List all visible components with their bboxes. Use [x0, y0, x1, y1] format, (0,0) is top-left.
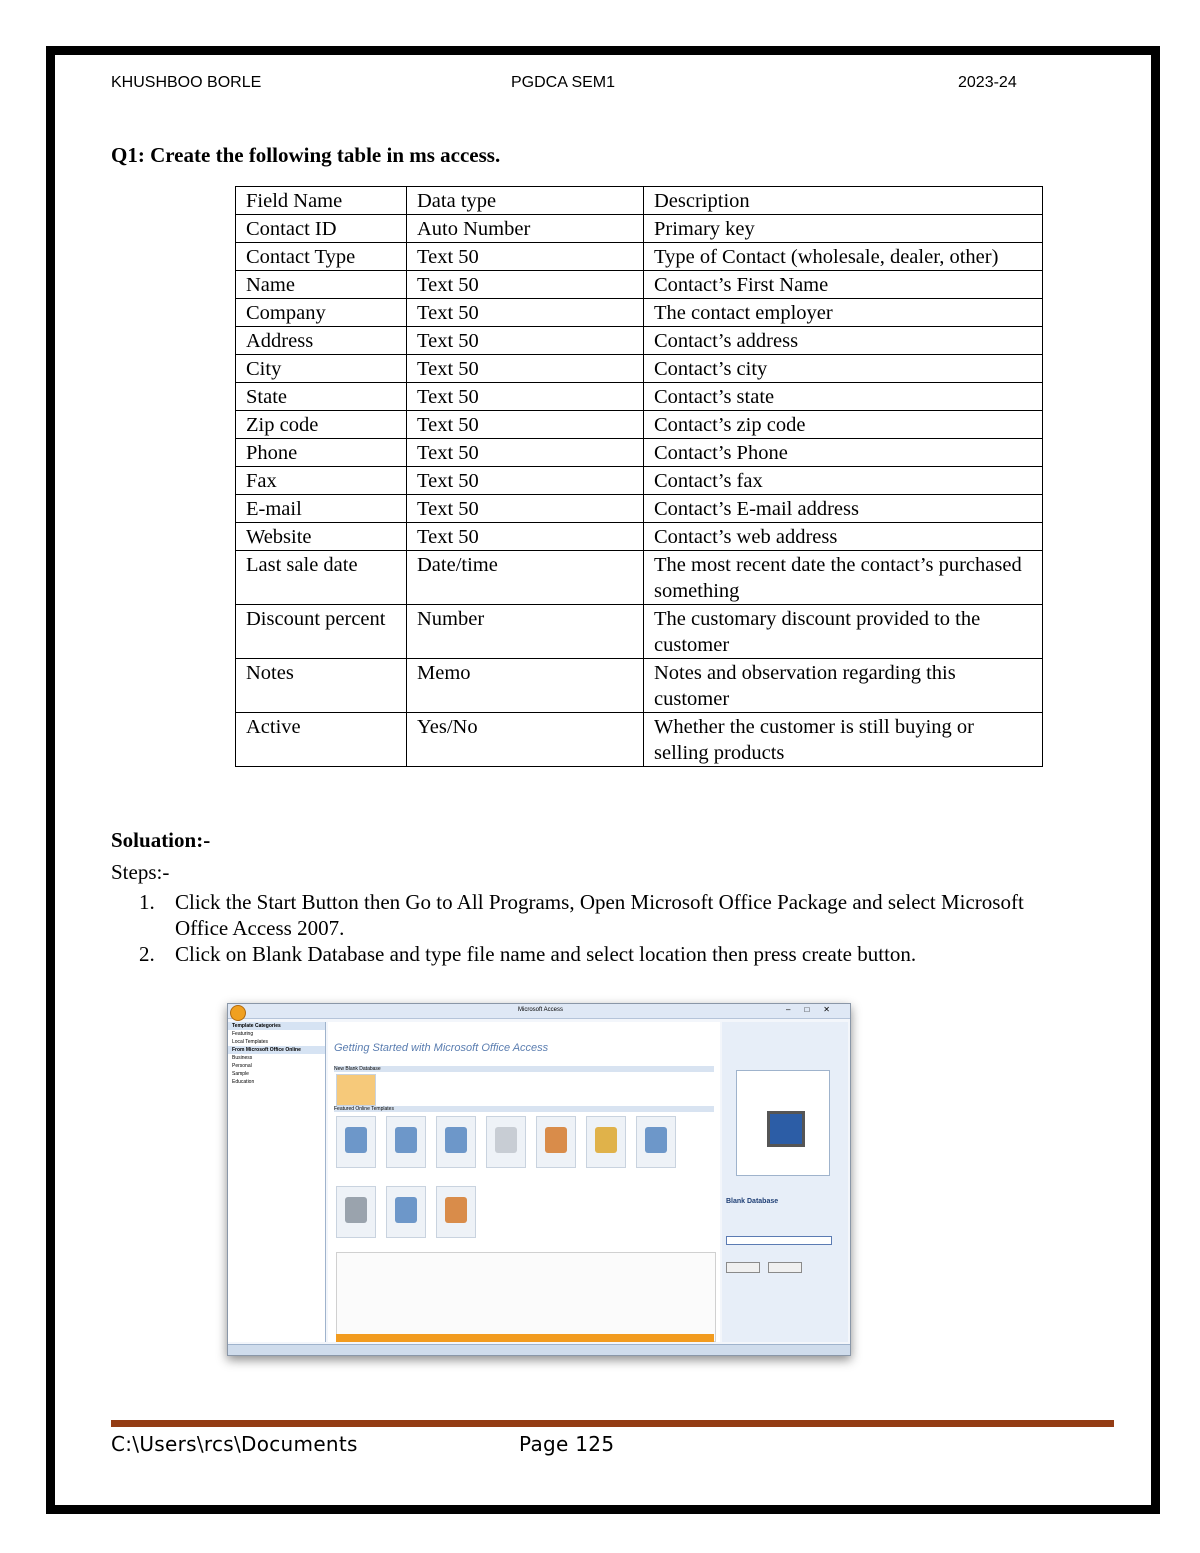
- table-cell: Contact ID: [236, 215, 407, 243]
- table-row: [236, 411, 1043, 439]
- table-cell: State: [236, 383, 407, 411]
- sidebar-item: Business: [232, 1055, 253, 1061]
- sidebar-item: From Microsoft Office Online: [228, 1046, 325, 1054]
- table-cell: Text 50: [407, 495, 644, 523]
- template-tile: [586, 1116, 626, 1168]
- table-cell: Contact’s fax: [644, 467, 1043, 495]
- table-cell: Auto Number: [407, 215, 644, 243]
- table-cell: Contact’s address: [644, 327, 1043, 355]
- question-title: Q1: Create the following table in ms access.: [111, 143, 501, 167]
- table-row: [236, 215, 1043, 243]
- table-row: [236, 659, 1043, 713]
- table-cell: The contact employer: [644, 299, 1043, 327]
- monitor-icon: [767, 1111, 805, 1147]
- table-cell: Contact’s city: [644, 355, 1043, 383]
- table-row: [236, 243, 1043, 271]
- table-cell: Contact’s Phone: [644, 439, 1043, 467]
- table-cell: Text 50: [407, 467, 644, 495]
- table-cell: Last sale date: [236, 551, 407, 605]
- table-cell: Description: [644, 187, 1043, 215]
- template-tile: [386, 1186, 426, 1238]
- table-cell: Text 50: [407, 523, 644, 551]
- table-cell: Text 50: [407, 383, 644, 411]
- table-row: [236, 523, 1043, 551]
- table-cell: Type of Contact (wholesale, dealer, other): [644, 243, 1043, 271]
- marketing-icon: [545, 1127, 567, 1153]
- footer-rule: [111, 1420, 1114, 1427]
- table-cell: Contact Type: [236, 243, 407, 271]
- template-tile: [336, 1116, 376, 1168]
- table-cell: Contact’s web address: [644, 523, 1043, 551]
- table-row: [236, 495, 1043, 523]
- table-row: [236, 551, 1043, 605]
- header-author: KHUSHBOO BORLE: [111, 74, 262, 91]
- faculty-icon: [395, 1197, 417, 1223]
- table-cell: Data type: [407, 187, 644, 215]
- table-cell: Yes/No: [407, 713, 644, 767]
- step-number: 1.: [139, 890, 155, 914]
- table-cell: Text 50: [407, 439, 644, 467]
- header-course: PGDCA SEM1: [511, 74, 616, 91]
- office-button-icon: [230, 1005, 246, 1021]
- step-text: Click on Blank Database and type file name and select location then press create button.: [175, 942, 917, 966]
- issues-icon: [445, 1127, 467, 1153]
- projects-icon: [595, 1127, 617, 1153]
- table-cell: Text 50: [407, 411, 644, 439]
- fields-table: [235, 186, 1043, 767]
- students-icon: [445, 1197, 467, 1223]
- table-cell: Website: [236, 523, 407, 551]
- events-icon: [495, 1127, 517, 1153]
- template-tile: [386, 1116, 426, 1168]
- table-cell: The most recent date the contact’s purchased something: [644, 551, 1043, 605]
- blank-database-panel: [722, 1022, 848, 1342]
- sidebar-item: Local Templates: [232, 1039, 269, 1045]
- assets-icon: [345, 1127, 367, 1153]
- step-number: 2.: [139, 942, 155, 966]
- table-cell: Phone: [236, 439, 407, 467]
- blank-database-tile: [336, 1074, 376, 1106]
- table-row: [236, 271, 1043, 299]
- header-year: 2023-24: [958, 74, 1017, 91]
- table-cell: Contact’s state: [644, 383, 1043, 411]
- screenshot-main: [328, 1022, 720, 1342]
- screenshot-titlebar: [228, 1004, 850, 1019]
- table-cell: E-mail: [236, 495, 407, 523]
- sidebar-item: Education: [232, 1079, 255, 1085]
- table-row: [236, 327, 1043, 355]
- new-blank-bar: New Blank Database: [334, 1066, 714, 1072]
- steps-list: [111, 889, 1046, 967]
- getting-started-heading: Getting Started with Microsoft Office Access: [334, 1042, 549, 1054]
- table-row: [236, 439, 1043, 467]
- table-cell: Whether the customer is still buying or selling products: [644, 713, 1043, 767]
- step-item: [111, 941, 1046, 967]
- table-cell: Text 50: [407, 271, 644, 299]
- step-text: Click the Start Button then Go to All Programs, Open Microsoft Office Package and select Microsoft Office Access 2007.: [175, 890, 1024, 940]
- table-cell: Text 50: [407, 243, 644, 271]
- table-row: [236, 713, 1043, 767]
- tasks-icon: [345, 1197, 367, 1223]
- table-cell: Fax: [236, 467, 407, 495]
- table-cell: Notes: [236, 659, 407, 713]
- table-row: [236, 605, 1043, 659]
- blank-database-title: Blank Database: [726, 1198, 779, 1205]
- table-cell: Text 50: [407, 299, 644, 327]
- footer-page-number: Page 125: [519, 1432, 615, 1456]
- blank-database-preview: [736, 1070, 830, 1176]
- sales-pipeline-icon: [645, 1127, 667, 1153]
- footer-path: C:\Users\rcs\Documents: [111, 1432, 358, 1456]
- window-controls-icon: –□✕: [786, 1005, 844, 1014]
- table-header-row: [236, 187, 1043, 215]
- template-tile: [536, 1116, 576, 1168]
- screenshot-window-title: Microsoft Access: [518, 1007, 564, 1013]
- screenshot-sidebar: [228, 1022, 326, 1342]
- table-cell: Company: [236, 299, 407, 327]
- template-tile: [336, 1186, 376, 1238]
- template-tile: [636, 1116, 676, 1168]
- featured-bar: Featured Online Templates: [334, 1106, 714, 1112]
- table-row: [236, 383, 1043, 411]
- template-tile: [436, 1116, 476, 1168]
- access-screenshot: [227, 1003, 851, 1356]
- table-cell: Field Name: [236, 187, 407, 215]
- table-cell: Active: [236, 713, 407, 767]
- contacts-icon: [395, 1127, 417, 1153]
- sidebar-item: Featuring: [232, 1031, 254, 1037]
- table-cell: Address: [236, 327, 407, 355]
- office-online-panel: [336, 1252, 716, 1342]
- solution-heading: Soluation:-: [111, 828, 211, 852]
- table-cell: Name: [236, 271, 407, 299]
- table-row: [236, 355, 1043, 383]
- table-cell: Memo: [407, 659, 644, 713]
- table-cell: Contact’s zip code: [644, 411, 1043, 439]
- table-cell: Zip code: [236, 411, 407, 439]
- file-name-input: [726, 1236, 832, 1245]
- steps-label: Steps:-: [111, 860, 170, 884]
- sidebar-item: Template Categories: [228, 1022, 325, 1030]
- cancel-button: [768, 1262, 802, 1273]
- table-cell: Contact’s First Name: [644, 271, 1043, 299]
- table-cell: Date/time: [407, 551, 644, 605]
- table-cell: City: [236, 355, 407, 383]
- sidebar-item: Sample: [232, 1071, 249, 1077]
- table-cell: Text 50: [407, 355, 644, 383]
- screenshot-statusbar: [228, 1344, 850, 1356]
- sidebar-item: Personal: [232, 1063, 252, 1069]
- template-tile: [436, 1186, 476, 1238]
- table-cell: Primary key: [644, 215, 1043, 243]
- step-item: [111, 889, 1046, 941]
- table-cell: Discount percent: [236, 605, 407, 659]
- table-cell: The customary discount provided to the customer: [644, 605, 1043, 659]
- table-cell: Contact’s E-mail address: [644, 495, 1043, 523]
- create-button: [726, 1262, 760, 1273]
- template-tile: [486, 1116, 526, 1168]
- table-cell: Notes and observation regarding this customer: [644, 659, 1043, 713]
- office-online-bar: [336, 1334, 714, 1342]
- table-row: [236, 299, 1043, 327]
- table-row: [236, 467, 1043, 495]
- table-cell: Text 50: [407, 327, 644, 355]
- table-cell: Number: [407, 605, 644, 659]
